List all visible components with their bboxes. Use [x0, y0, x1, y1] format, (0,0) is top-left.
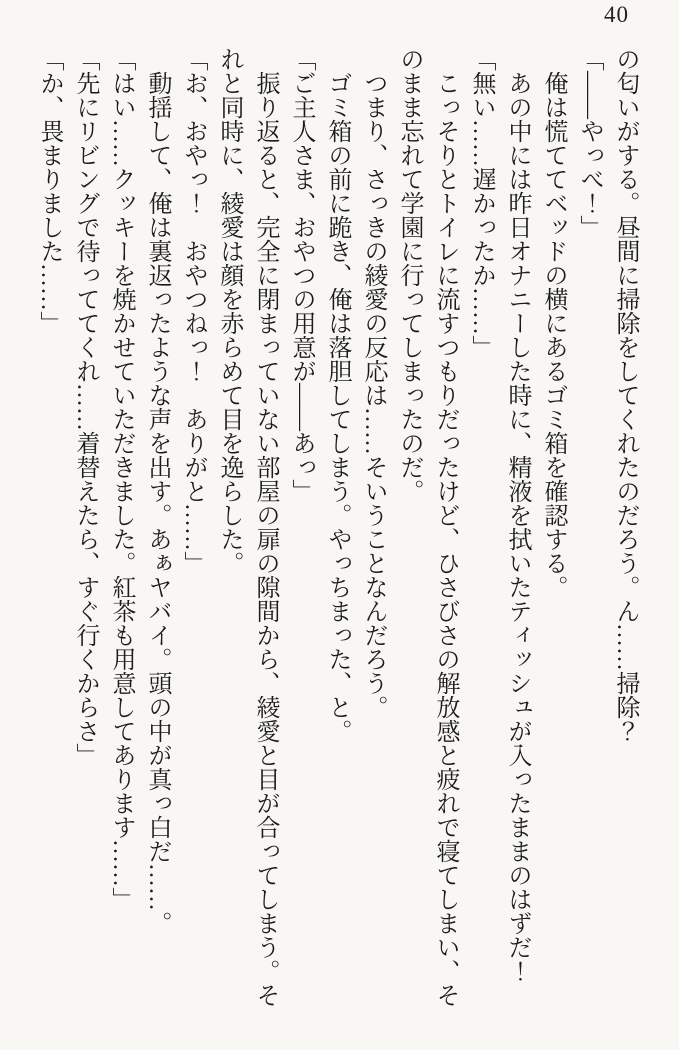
paragraph: 「お、おやっ！ おやつねっ！ ありがと……」: [180, 47, 206, 575]
paragraph: 「――やっべ！」: [576, 47, 602, 239]
novel-text-body: [23, 47, 643, 1007]
page-number: 40: [604, 2, 629, 27]
paragraph: の匂いがする。昼間に掃除をしてくれたのだろう。ん……掃除？: [612, 47, 638, 743]
paragraph: 「はい……クッキーを焼かせていただきました。紅茶も用意してあります……」: [108, 47, 134, 911]
paragraph: ゴミ箱の前に跪き、俺は落胆してしまう。やっちまった、と。: [324, 71, 350, 743]
paragraph: 「先にリビングで待っててくれ……着替えたら、すぐ行くからさ」: [72, 47, 98, 767]
paragraph: 「無い……遅かったか……」: [468, 47, 494, 359]
paragraph: 振り返ると、完全に閉まっていない部屋の扉の隙間から、綾愛と目が合ってしまう。それと同時に、綾愛は顔を赤らめて目を逸らした。: [216, 47, 278, 1007]
paragraph: 「か、畏まりました……」: [36, 47, 62, 335]
paragraph: あの中には昨日オナニーした時に、精液を拭いたティッシュが入ったままのはずだ！: [504, 71, 530, 983]
paragraph: 動揺して、俺は裏返ったような声を出す。あぁヤバイ。頭の中が真っ白だ……。: [144, 71, 170, 935]
paragraph: 「ご主人さま、おやつの用意が――あっ」: [288, 47, 314, 503]
paragraph: つまり、さっきの綾愛の反応は……そいうことなんだろう。: [360, 71, 386, 719]
paragraph: 俺は慌ててベッドの横にあるゴミ箱を確認する。: [540, 71, 566, 599]
paragraph: こっそりとトイレに流すつもりだったけど、ひさびさの解放感と疲れで寝てしまい、そのまま忘れて学園に行ってしまったのだ。: [396, 47, 458, 1007]
